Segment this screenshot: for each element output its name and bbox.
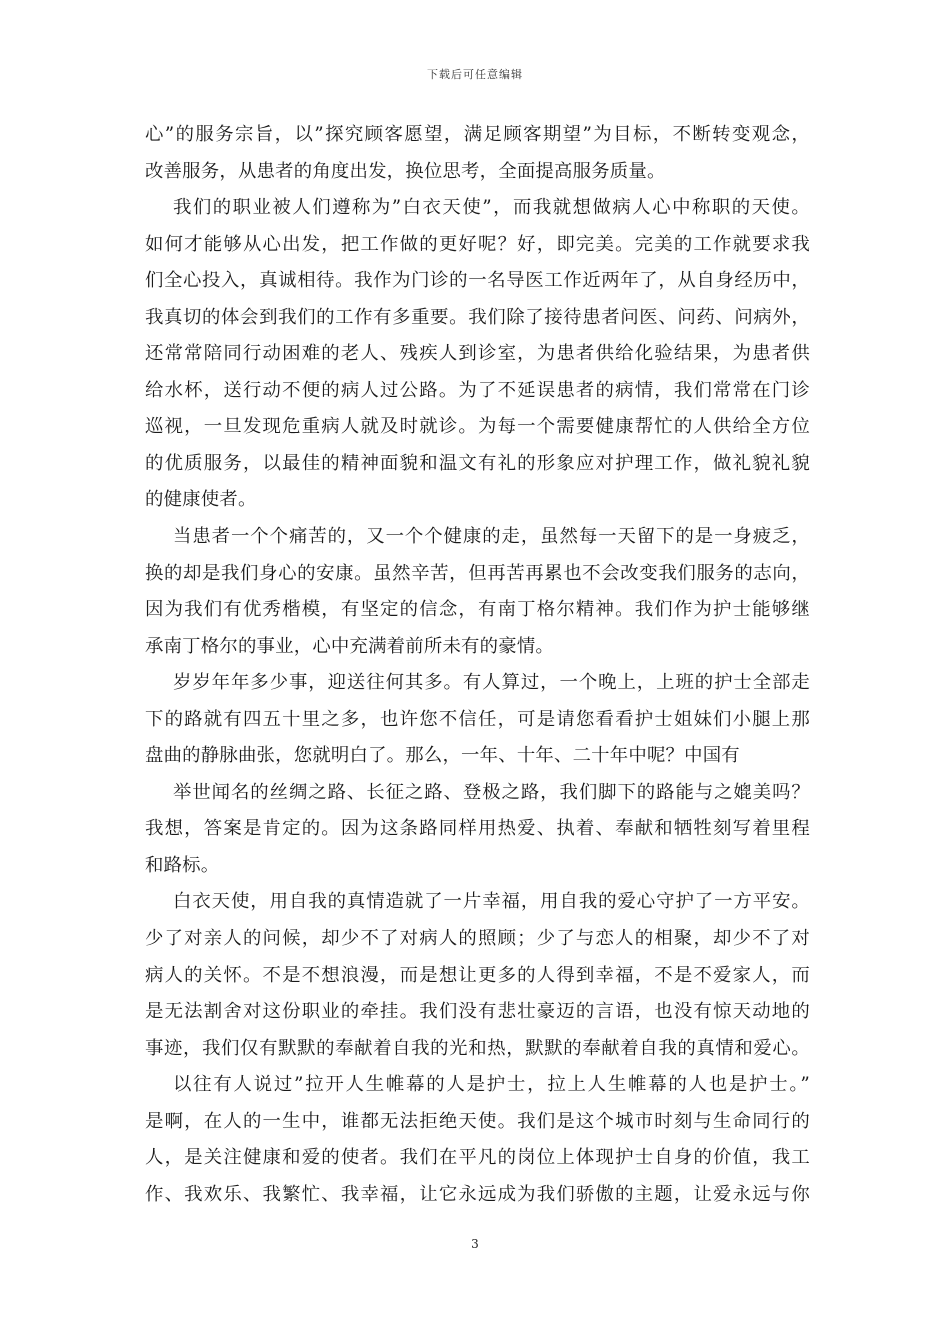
text-line: 当患者一个个痛苦的，又一个个健康的走，虽然每一天留下的是一身疲乏， xyxy=(173,526,810,548)
text-line: 白衣天使，用自我的真情造就了一片幸福，用自我的爱心守护了一方平安。 xyxy=(173,891,810,913)
text-line: 我想，答案是肯定的。因为这条路同样用热爱、执着、奉献和牺牲刻写着里程 xyxy=(145,818,810,840)
text-line: 是无法割舍对这份职业的牵挂。我们没有悲壮豪迈的言语，也没有惊天动地的 xyxy=(145,1001,810,1023)
text-line: 改善服务，从患者的角度出发，换位思考，全面提高服务质量。 xyxy=(145,160,666,182)
text-line: 盘曲的静脉曲张，您就明白了。那么，一年、十年、二十年中呢？中国有 xyxy=(145,745,740,767)
text-line: 事迹，我们仅有默默的奉献着自我的光和热，默默的奉献着自我的真情和爱心。 xyxy=(145,1037,810,1059)
text-line: 人，是关注健康和爱的使者。我们在平凡的岗位上体现护士自身的价值，我工 xyxy=(145,1147,810,1169)
text-line: 因为我们有优秀楷模，有坚定的信念，有南丁格尔精神。我们作为护士能够继 xyxy=(145,599,810,621)
text-line: 换的却是我们身心的安康。虽然辛苦，但再苦再累也不会改变我们服务的志向， xyxy=(145,562,810,584)
text-line: 承南丁格尔的事业，心中充满着前所未有的豪情。 xyxy=(145,635,554,657)
text-line: 的优质服务，以最佳的精神面貌和温文有礼的形象应对护理工作，做礼貌礼貌 xyxy=(145,452,810,474)
text-line: 我真切的体会到我们的工作有多重要。我们除了接待患者问医、问药、问病外， xyxy=(145,306,810,328)
text-line: 巡视，一旦发现危重病人就及时就诊。为每一个需要健康帮忙的人供给全方位 xyxy=(145,416,810,438)
page-header: 下载后可任意编辑 xyxy=(427,68,523,81)
text-line: 给水杯，送行动不便的病人过公路。为了不延误患者的病情，我们常常在门诊 xyxy=(145,379,810,401)
text-line: 和路标。 xyxy=(145,854,220,876)
document-body xyxy=(145,117,810,1213)
text-line: 们全心投入，真诚相待。我作为门诊的一名导医工作近两年了，从自身经历中， xyxy=(145,270,810,292)
text-line: 的健康使者。 xyxy=(145,489,257,511)
text-line: 举世闻名的丝绸之路、长征之路、登极之路，我们脚下的路能与之媲美吗？ xyxy=(173,781,810,803)
text-line: 是啊，在人的一生中，谁都无法拒绝天使。我们是这个城市时刻与生命同行的 xyxy=(145,1110,810,1132)
text-line: 少了对亲人的问候，却少不了对病人的照顾；少了与恋人的相聚，却少不了对 xyxy=(145,928,810,950)
text-line: 以往有人说过”拉开人生帷幕的人是护士，拉上人生帷幕的人也是护士。” xyxy=(173,1074,810,1096)
text-line: 我们的职业被人们遵称为”白衣天使”，而我就想做病人心中称职的天使。 xyxy=(173,197,810,219)
text-line: 如何才能够从心出发，把工作做的更好呢？好，即完美。完美的工作就要求我 xyxy=(145,233,810,255)
text-line: 病人的关怀。不是不想浪漫，而是想让更多的人得到幸福，不是不爱家人，而 xyxy=(145,964,810,986)
text-line: 心”的服务宗旨，以”探究顾客愿望，满足顾客期望”为目标，不断转变观念， xyxy=(145,124,810,145)
page-number: 3 xyxy=(471,1237,479,1251)
text-line: 岁岁年年多少事，迎送往何其多。有人算过，一个晚上，上班的护士全部走 xyxy=(173,672,810,694)
text-line: 作、我欢乐、我繁忙、我幸福，让它永远成为我们骄傲的主题，让爱永远与你 xyxy=(145,1183,810,1205)
text-line: 还常常陪同行动困难的老人、残疾人到诊室，为患者供给化验结果，为患者供 xyxy=(145,343,810,365)
text-line: 下的路就有四五十里之多，也许您不信任，可是请您看看护士姐妹们小腿上那 xyxy=(145,708,810,730)
